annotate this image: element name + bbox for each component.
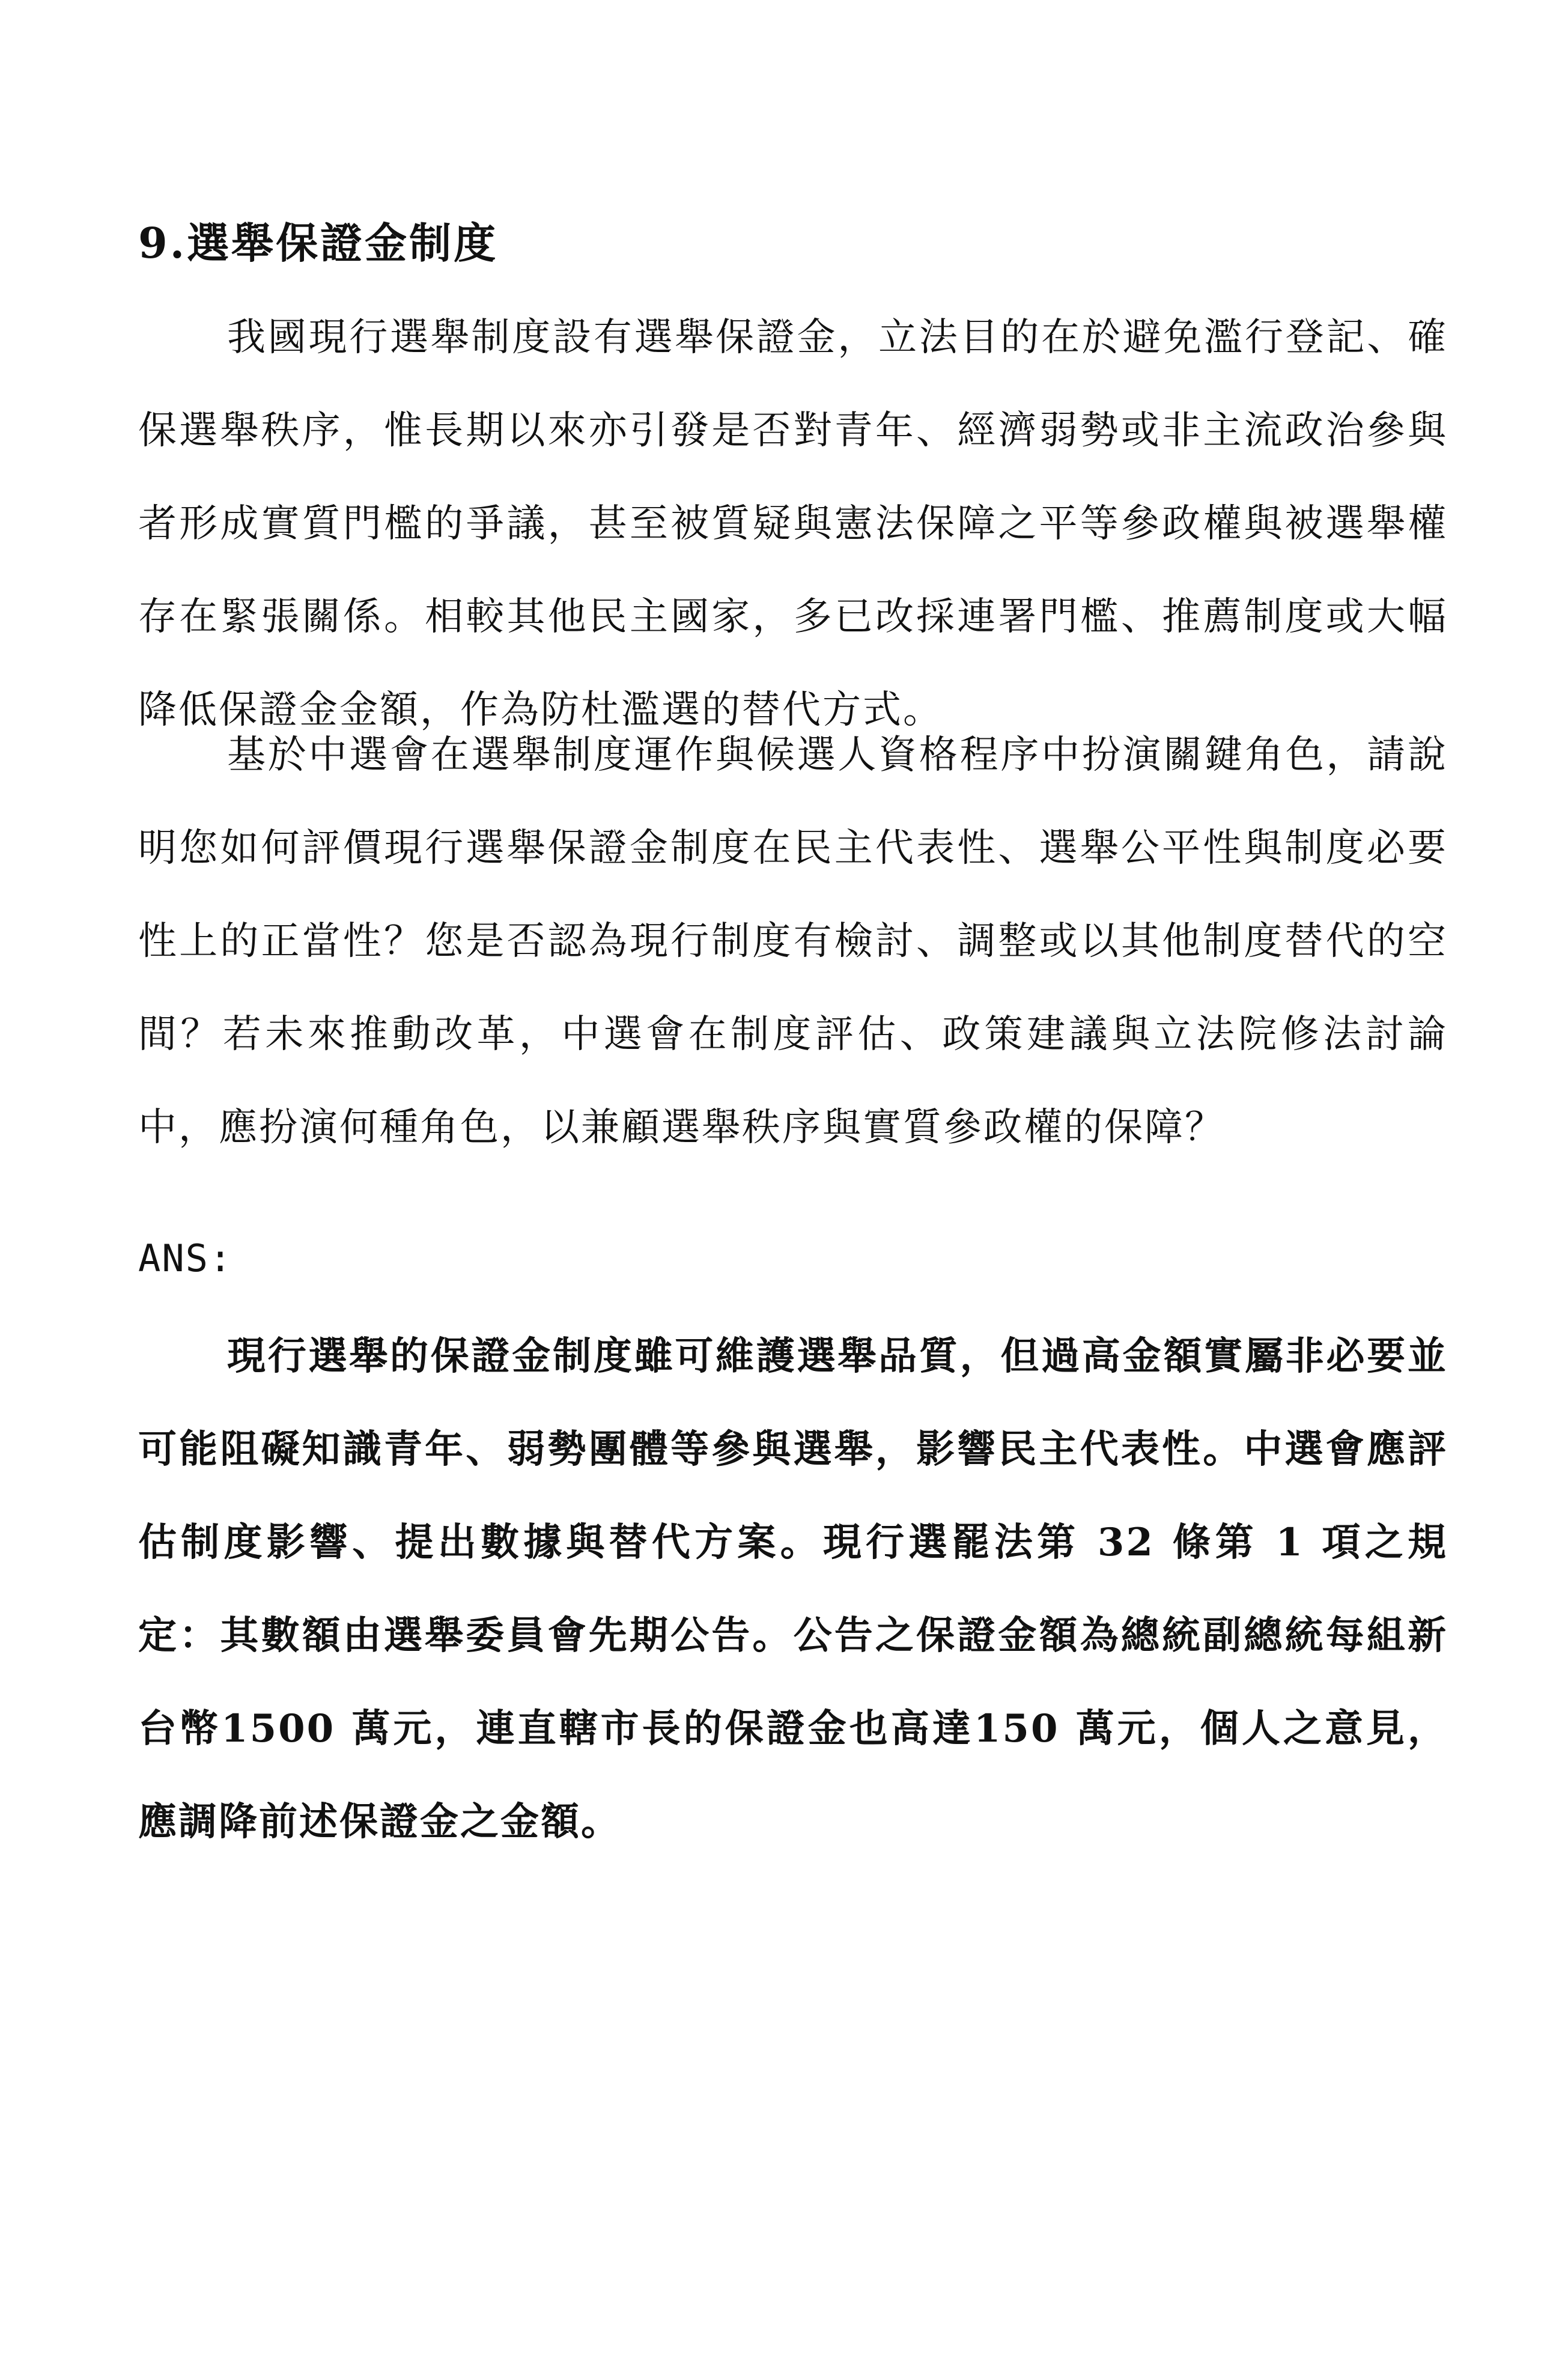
question-paragraph-1: 我國現行選舉制度設有選舉保證金，立法目的在於避免濫行登記、確保選舉秩序，惟長期以來亦引發是否對青年、經濟弱勢或非主流政治參與者形成實質門檻的爭議，甚至被質疑與憲法保障之平等參政權與被選舉權存在緊張關係。相較其他民主國家，多已改採連署門檻、推薦制度或大幅降低保證金金額，作為防杜濫選的替代方式。 <box>138 315 1448 732</box>
question-paragraph-2: 基於中選會在選舉制度運作與候選人資格程序中扮演關鍵角色，請說明您如何評價現行選舉保證金制度在民主代表性、選舉公平性與制度必要性上的正當性？您是否認為現行制度有檢討、調整或以其他制度替代的空間？若未來推動改革，中選會在制度評估、政策建議與立法院修法討論中，應扮演何種角色，以兼顧選舉秩序與實質參政權的保障？ <box>138 733 1448 1150</box>
answer-label: ANS: <box>138 1236 233 1280</box>
answer-paragraph: 現行選舉的保證金制度雖可維護選舉品質，但過高金額實屬非必要並可能阻礙知識青年、弱勢團體等參與選舉，影響民主代表性。中選會應評估制度影響、提出數據與替代方案。現行選罷法第 32 條第 1 項之規定：其數額由選舉委員會先期公告。公告之保證金額為總統副總統每組新台幣1500 萬元，連直轄市長的保證金也高達150 萬元，個人之意見，應調降前述保證金之金額。 <box>138 1334 1448 1844</box>
section-heading: 9.選舉保證金制度 <box>138 218 499 268</box>
